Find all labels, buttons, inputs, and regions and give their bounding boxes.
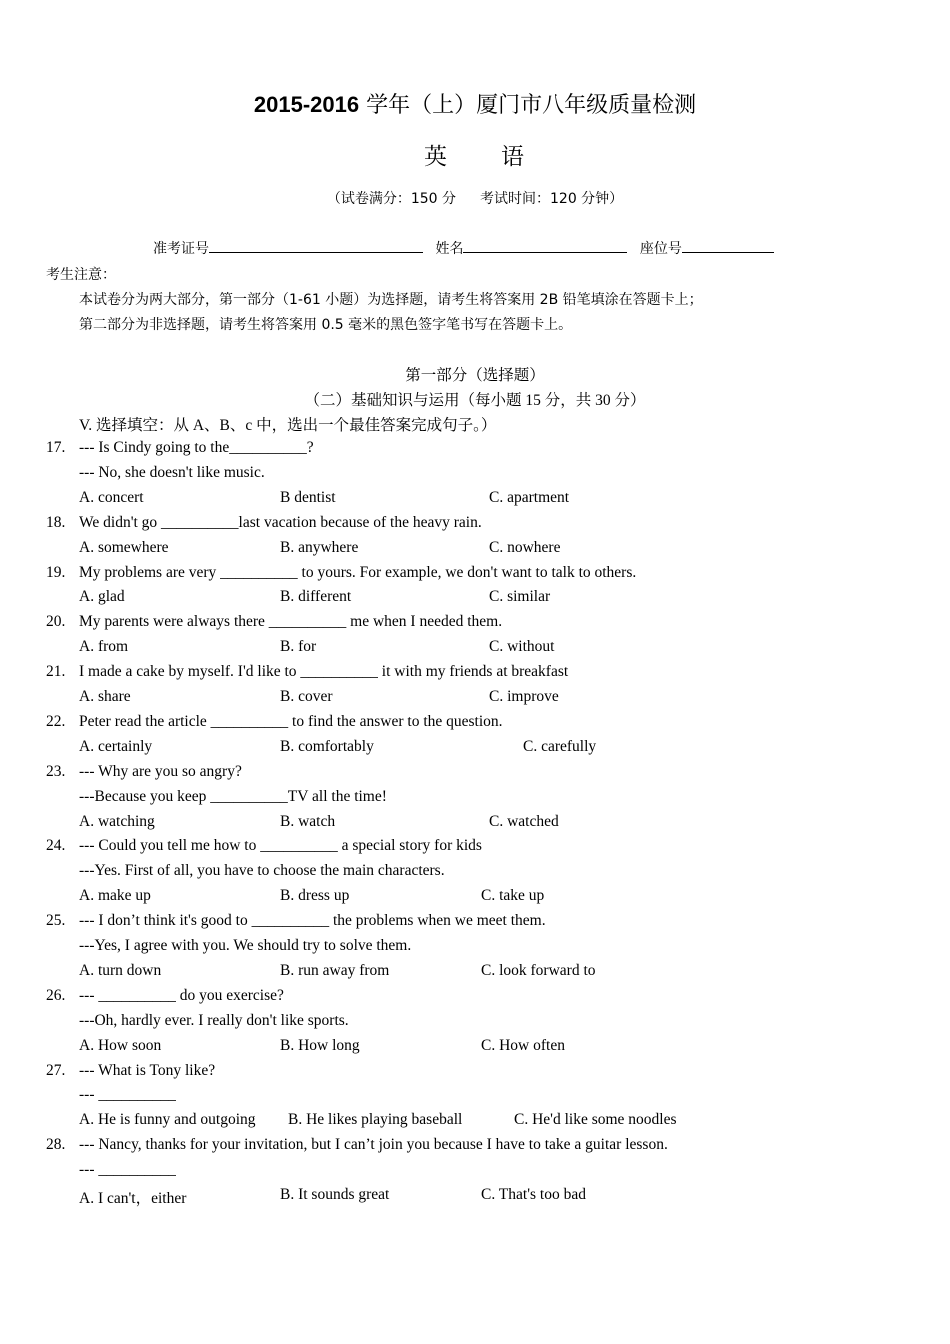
- answer-option-c[interactable]: C. That's too bad: [481, 1186, 586, 1203]
- question-text: --- __________ do you exercise?: [79, 986, 284, 1004]
- question-text: My problems are very __________ to yours. For example, we don't want to talk to others.: [79, 563, 637, 581]
- question-number: 17.: [46, 439, 66, 456]
- exam-number-label: 准考证号: [153, 241, 209, 257]
- answer-option-a[interactable]: A. from: [79, 638, 129, 656]
- answer-option-c[interactable]: C. apartment: [489, 488, 570, 506]
- question-text: --- Nancy, thanks for your invitation, but I can’t join you because I have to take a guitar lesson.: [79, 1136, 668, 1154]
- candidate-info: [153, 238, 774, 258]
- answer-option-a[interactable]: A. glad: [79, 588, 125, 606]
- notes-heading: 考生注意：: [46, 267, 116, 283]
- subject-heading: [0, 138, 950, 171]
- question-text: --- I don’t think it's good to __________ the problems when we meet them.: [79, 912, 546, 930]
- answer-option-b[interactable]: B. dress up: [280, 887, 350, 905]
- notes-line-1: 本试卷分为两大部分，第一部分（1-61 小题）为选择题，请考生将答案用 2B 铅笔填涂在答题卡上；: [79, 292, 703, 308]
- subject-char-2: 语: [501, 144, 526, 170]
- answer-option-c[interactable]: C. watched: [489, 812, 559, 830]
- answer-option-b[interactable]: B. watch: [280, 812, 336, 830]
- answer-option-c[interactable]: C. nowhere: [489, 538, 561, 556]
- answer-option-c[interactable]: C. carefully: [523, 737, 597, 755]
- question-number: 27.: [46, 1061, 66, 1079]
- answer-option-a[interactable]: A. share: [79, 688, 131, 705]
- full-score: （试卷满分：150 分: [326, 191, 456, 207]
- answer-option-c[interactable]: C. improve: [489, 688, 559, 705]
- question-number: 22.: [46, 712, 66, 730]
- question-number: 28.: [46, 1136, 66, 1154]
- answer-option-b[interactable]: B dentist: [280, 488, 336, 506]
- answer-option-b[interactable]: B. anywhere: [280, 538, 359, 556]
- notes-line-2: 第二部分为非选择题，请考生将答案用 0.5 毫米的黑色签字笔书写在答题卡上。: [79, 317, 573, 333]
- answer-option-c[interactable]: C. look forward to: [481, 961, 596, 979]
- question-text: ---Because you keep __________TV all the time!: [79, 787, 387, 805]
- question-text: --- Could you tell me how to __________ a special story for kids: [79, 837, 482, 855]
- answer-option-a[interactable]: A. make up: [79, 887, 151, 905]
- question-text: --- Why are you so angry?: [79, 762, 242, 780]
- answer-option-c[interactable]: C. take up: [481, 887, 545, 905]
- name-field[interactable]: [463, 238, 627, 253]
- section-instruction: V. 选择填空：从 A、B、c 中，选出一个最佳答案完成句子。）: [79, 417, 497, 434]
- question-number: 25.: [46, 912, 66, 930]
- answer-option-c[interactable]: C. How often: [481, 1036, 565, 1054]
- exam-number-field[interactable]: [209, 238, 423, 253]
- seat-field[interactable]: [682, 238, 774, 253]
- question-text: --- __________: [79, 1161, 176, 1179]
- question-number: 23.: [46, 762, 66, 780]
- question-text: ---Yes, I agree with you. We should try to solve them.: [79, 937, 412, 954]
- question-number: 18.: [46, 513, 66, 531]
- answer-option-b[interactable]: B. run away from: [280, 961, 390, 979]
- answer-option-b[interactable]: B. for: [280, 638, 317, 656]
- question-text: --- __________: [79, 1086, 176, 1104]
- answer-option-b[interactable]: B. cover: [280, 688, 333, 705]
- answer-option-c[interactable]: C. He'd like some noodles: [514, 1111, 677, 1129]
- title-year: 2015-2016: [253, 92, 360, 117]
- seat-label: 座位号: [639, 241, 682, 257]
- question-number: 19.: [46, 563, 66, 581]
- answer-option-a[interactable]: A. watching: [79, 812, 155, 830]
- answer-option-a[interactable]: A. certainly: [79, 737, 153, 755]
- answer-option-a[interactable]: A. turn down: [79, 961, 162, 979]
- part-title: 第一部分（选择题）: [405, 367, 545, 384]
- question-text: ---Oh, hardly ever. I really don't like sports.: [79, 1011, 349, 1029]
- answer-option-a[interactable]: A. I can't，either: [79, 1190, 187, 1207]
- answer-option-b[interactable]: B. He likes playing baseball: [288, 1111, 463, 1129]
- question-text: --- No, she doesn't like music.: [79, 463, 265, 481]
- question-text: ---Yes. First of all, you have to choose the main characters.: [79, 862, 445, 880]
- answer-option-a[interactable]: A. somewhere: [79, 538, 169, 556]
- exam-time: 考试时间：120 分钟）: [480, 191, 624, 207]
- section-subtitle: （二）基础知识与运用（每小题 15 分，共 30 分）: [304, 392, 646, 409]
- question-text: --- Is Cindy going to the__________?: [79, 439, 314, 456]
- question-number: 21.: [46, 663, 66, 681]
- answer-option-b[interactable]: B. How long: [280, 1036, 360, 1054]
- answer-option-b[interactable]: B. comfortably: [280, 737, 374, 755]
- question-text: --- What is Tony like?: [79, 1061, 216, 1079]
- answer-option-a[interactable]: A. He is funny and outgoing: [79, 1111, 256, 1129]
- exam-meta: [0, 188, 950, 208]
- title-text: 学年（上）厦门市八年级质量检测: [359, 93, 697, 118]
- answer-option-c[interactable]: C. similar: [489, 588, 551, 606]
- subject-char-1: 英: [424, 144, 449, 170]
- answer-option-b[interactable]: B. It sounds great: [280, 1186, 390, 1203]
- page-title: [0, 88, 950, 119]
- answer-option-c[interactable]: C. without: [489, 638, 555, 656]
- question-number: 26.: [46, 986, 66, 1004]
- question-number: 24.: [46, 837, 66, 855]
- question-text: We didn't go __________last vacation because of the heavy rain.: [79, 513, 482, 531]
- question-text: My parents were always there __________ me when I needed them.: [79, 613, 503, 631]
- question-text: Peter read the article __________ to find the answer to the question.: [79, 712, 503, 730]
- answer-option-a[interactable]: A. concert: [79, 488, 144, 506]
- question-text: I made a cake by myself. I'd like to __________ it with my friends at breakfast: [79, 663, 569, 681]
- answer-option-b[interactable]: B. different: [280, 588, 352, 606]
- question-number: 20.: [46, 613, 66, 631]
- answer-option-a[interactable]: A. How soon: [79, 1036, 162, 1054]
- name-label: 姓名: [435, 241, 464, 257]
